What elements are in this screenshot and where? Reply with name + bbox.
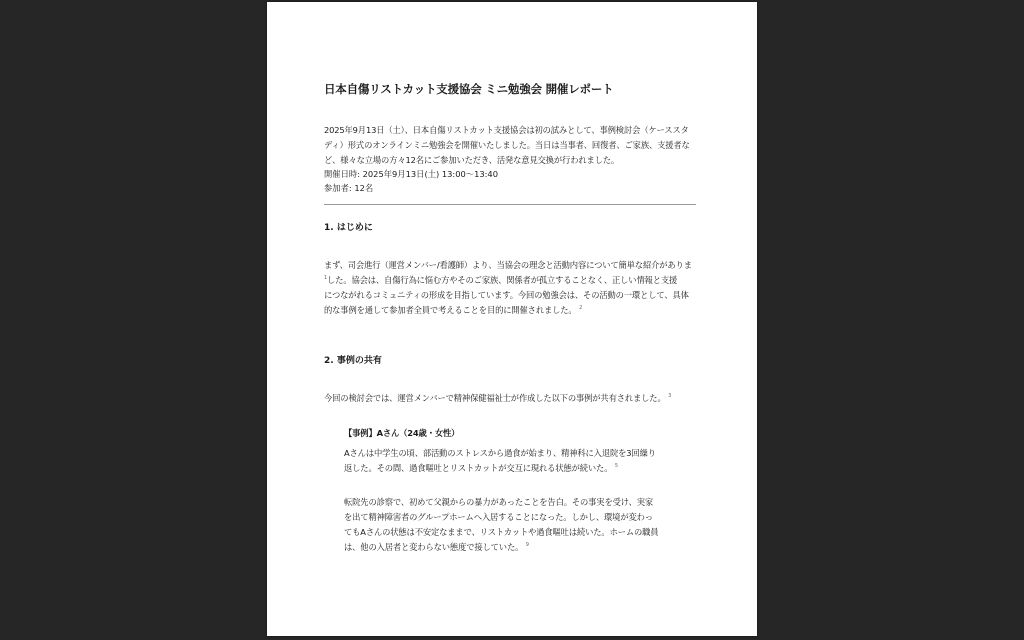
footnote-marker[interactable]: 9 xyxy=(525,542,529,549)
section1-line: まず、司会進行（運営メンバー/看護師）より、当協会の理念と活動内容について簡単な紹介がありま xyxy=(324,260,692,270)
intro-paragraph xyxy=(324,123,700,168)
section2-intro-line: 今回の検討会では、運営メンバーで精神保健福祉士が作成した以下の事例が共有されました。 $^3$ xyxy=(324,393,672,403)
section1-line: 的な事例を通して参加者全員で考えることを目的に開催されました。 $^2$ xyxy=(324,305,583,315)
section1-paragraph xyxy=(324,258,700,318)
intro-line: ディ）形式のオンラインミニ勉強会を開催いたしました。当日は当事者、回復者、ご家族、支援者な xyxy=(324,140,690,150)
section-heading-case: 2. 事例の共有 xyxy=(324,356,382,366)
intro-line: 2025年9月13日（土）、日本自傷リストカット支援協会は初の試みとして、事例検討会（ケーススタ xyxy=(324,125,689,135)
case-line: 転院先の診察で、初めて父親からの暴力があったことを告白。その事実を受け、実家 xyxy=(344,497,654,507)
intro-line: ど、様々な立場の方々12名にご参加いただき、活発な意見交換が行われました。 xyxy=(324,155,620,165)
event-datetime: 開催日時: 2025年9月13日(土) 13:00〜13:40 xyxy=(324,169,498,179)
case-title-text: 【事例】Aさん（24歳・女性） xyxy=(344,428,460,438)
footnote-marker[interactable]: 5 xyxy=(614,463,618,470)
page-title: 日本自傷リストカット支援協会 ミニ勉強会 開催レポート xyxy=(324,82,614,96)
event-participants: 参加者: 12名 xyxy=(324,183,374,193)
case-title xyxy=(344,426,684,441)
footnote-marker[interactable]: 1 xyxy=(324,275,328,282)
case-line: を出て精神障害者のグループホームへ入居することになった。しかし、環境が変わっ xyxy=(344,512,653,522)
document-page xyxy=(267,2,757,636)
case-line: 返した。その間、過食嘔吐とリストカットが交互に現れる状態が続いた。 $^5$ xyxy=(344,463,618,473)
section-heading-intro: 1. はじめに xyxy=(324,223,373,233)
section1-line: $^1$した。協会は、自傷行為に悩む方やそのご家族、関係者が孤立することなく、正しい情報と支援 xyxy=(324,275,678,285)
section1-line: につながれるコミュニティの形成を目指しています。今回の勉強会は、その活動の一環として、具体 xyxy=(324,290,689,300)
footnote-marker[interactable]: 2 xyxy=(579,305,583,312)
section2-intro xyxy=(324,391,700,406)
footnote-marker[interactable]: 3 xyxy=(668,393,672,400)
section-divider xyxy=(324,204,696,205)
case-line: てもAさんの状態は不安定なままで、リストカットや過食嘔吐は続いた。ホームの職員 xyxy=(344,527,659,537)
case-paragraph-1 xyxy=(344,446,684,476)
case-line: は、他の入居者と変わらない態度で接していた。 $^9$ xyxy=(344,542,529,552)
case-paragraph-2 xyxy=(344,495,684,555)
case-line: Aさんは中学生の頃、部活動のストレスから過食が始まり、精神科に入退院を3回繰り xyxy=(344,448,656,458)
